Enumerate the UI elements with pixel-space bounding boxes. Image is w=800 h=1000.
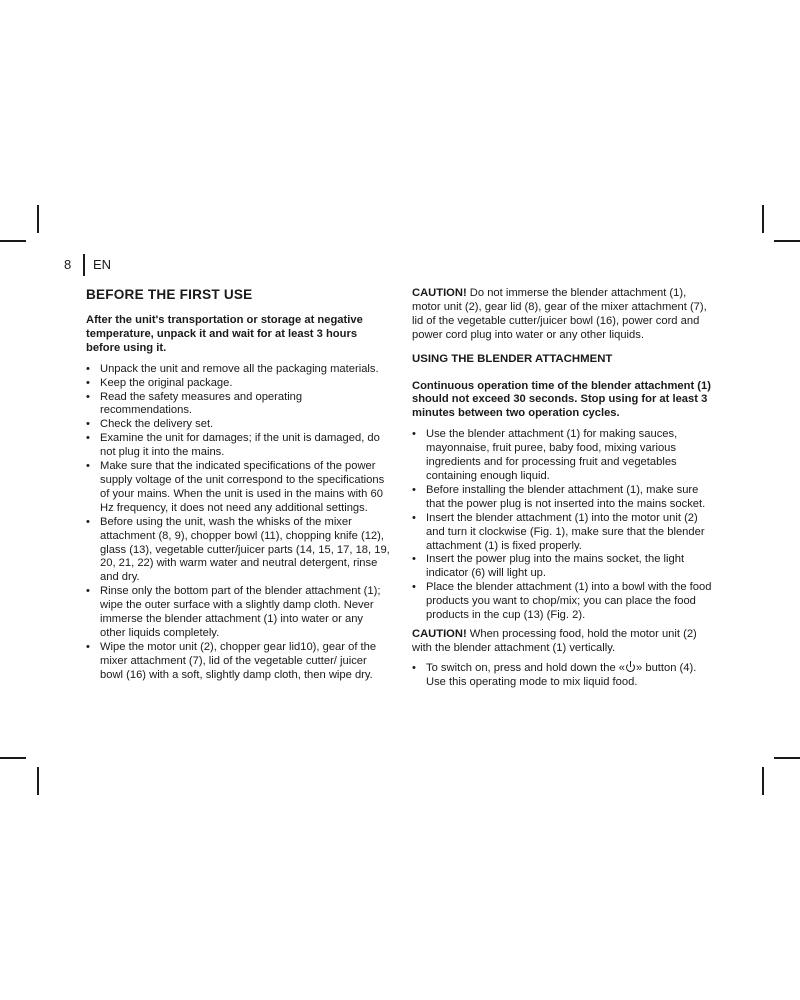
list-item: • Make sure that the indicated specifications of the power supply voltage of the unit correspond to the specifications of your mains. When the unit is used in the mains with 60 Hz frequency, it does not need any additional settings. bbox=[86, 460, 391, 516]
crop-mark-top-right-vertical bbox=[762, 205, 764, 233]
crop-mark-bottom-right-vertical bbox=[762, 767, 764, 795]
left-column bbox=[86, 287, 391, 688]
switch-text-before: To switch on, press and hold down the « bbox=[426, 661, 626, 674]
list-item: • Examine the unit for damages; if the unit is damaged, do not plug it into the mains. bbox=[86, 432, 391, 460]
header-divider bbox=[83, 254, 85, 276]
right-column bbox=[412, 287, 715, 695]
caution-text: When processing food, hold the motor unit (2) with the blender attachment (1) vertically. bbox=[412, 627, 697, 654]
page-number: 8 bbox=[64, 257, 72, 272]
operation-time-warning: Continuous operation time of the blender attachment (1) should not exceed 30 seconds. Stop using for at least 3 minutes between two operation cycles. bbox=[412, 379, 711, 420]
crop-mark-bottom-left-horizontal bbox=[0, 757, 26, 759]
list-item: • Keep the original package. bbox=[86, 377, 391, 391]
list-item: • Read the safety measures and operating recommendations. bbox=[86, 391, 391, 419]
list-item: • Unpack the unit and remove all the packaging materials. bbox=[86, 363, 391, 377]
switch-on-list bbox=[412, 662, 715, 690]
section-title-before-first-use: BEFORE THE FIRST USE bbox=[86, 287, 253, 302]
blender-usage-list bbox=[412, 428, 715, 623]
section-title-using-blender: USING THE BLENDER ATTACHMENT bbox=[412, 352, 613, 365]
list-item: • Check the delivery set. bbox=[86, 418, 391, 432]
list-item: • Before installing the blender attachment (1), make sure that the power plug is not inserted into the mains socket. bbox=[412, 484, 715, 512]
preparation-list bbox=[86, 363, 391, 683]
crop-mark-top-right-horizontal bbox=[774, 240, 800, 242]
language-code: EN bbox=[93, 257, 112, 272]
crop-mark-top-left-vertical bbox=[37, 205, 39, 233]
storage-warning: After the unit's transportation or storage at negative temperature, unpack it and wait for at least 3 hours before using it. bbox=[86, 314, 363, 354]
switch-text-after: » button (4). Use this operating mode to mix liquid food. bbox=[426, 661, 697, 688]
list-item: • Rinse only the bottom part of the blender attachment (1); wipe the outer surface with a slightly damp cloth. Never immerse the blender attachment (1) into water or any other liquids completely. bbox=[86, 585, 391, 641]
caution-text: Do not immerse the blender attachment (1), motor unit (2), gear lid (8), gear of the mixer attachment (7), lid of the vegetable cutter/juicer bowl (16), power cord and power cord plug into water or any other liquids. bbox=[412, 287, 707, 341]
list-item: • Insert the power plug into the mains socket, the light indicator (6) will light up. bbox=[412, 553, 715, 581]
list-item: • Place the blender attachment (1) into a bowl with the food products you want to chop/mix; you can place the food products in the cup (13) (Fig. 2). bbox=[412, 581, 715, 623]
list-item: • Insert the blender attachment (1) into the motor unit (2) and turn it clockwise (Fig. 1), make sure that the blender attachment (1) is fixed properly. bbox=[412, 512, 715, 554]
power-icon bbox=[626, 663, 635, 672]
crop-mark-bottom-left-vertical bbox=[37, 767, 39, 795]
list-item: • Wipe the motor unit (2), chopper gear lid10), gear of the mixer attachment (7), lid of the vegetable cutter/ juicer bowl (16) with a soft, slightly damp cloth, then wipe dry. bbox=[86, 641, 391, 683]
list-item-switch-on bbox=[412, 662, 715, 690]
crop-mark-top-left-horizontal bbox=[0, 240, 26, 242]
list-item: • Use the blender attachment (1) for making sauces, mayonnaise, fruit puree, baby food, mixing various ingredients and for processing fruit and vegetables containing enough liquid. bbox=[412, 428, 715, 484]
list-item: • Before using the unit, wash the whisks of the mixer attachment (8, 9), chopper bowl (11), chopping knife (12), glass (13), vegetable cutter/juicer parts (14, 15, 17, 18, 19, 20, 21, 22) with warm water and neutral detergent, rinse and dry. bbox=[86, 516, 391, 586]
caution-label: CAUTION! bbox=[412, 287, 467, 299]
caution-vertical-hold bbox=[412, 628, 715, 656]
caution-immersion bbox=[412, 287, 715, 343]
crop-mark-bottom-right-horizontal bbox=[774, 757, 800, 759]
caution-label: CAUTION! bbox=[412, 627, 467, 640]
